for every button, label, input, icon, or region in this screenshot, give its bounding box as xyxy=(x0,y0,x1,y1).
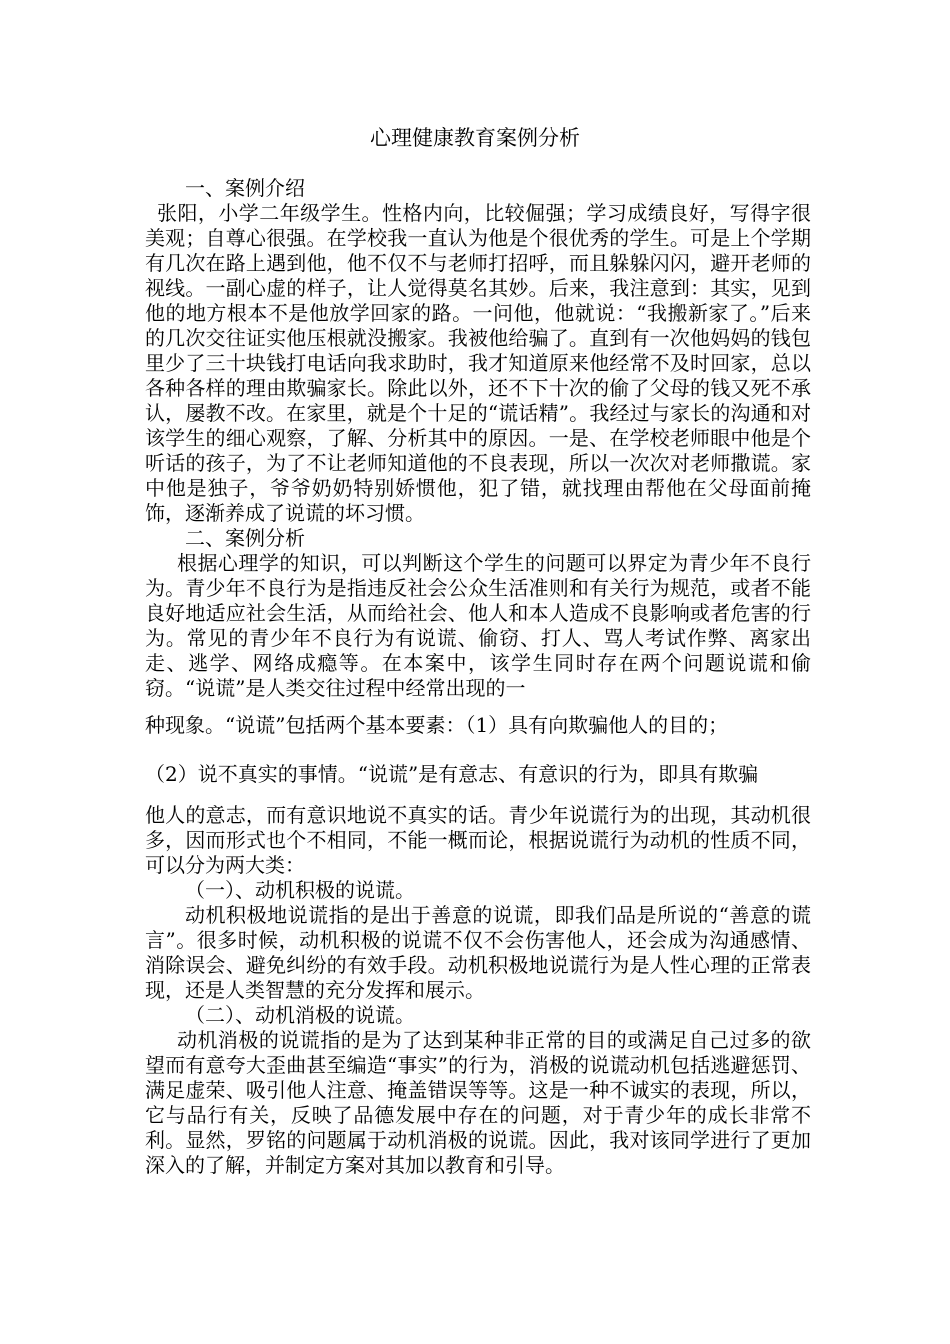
subheading-positive-lying: （一）、动机积极的说谎。 xyxy=(185,878,415,902)
section-heading-case-analysis: 二、案例分析 xyxy=(185,526,305,550)
paragraph-analysis-3: （2）说不真实的事情。“说谎”是有意志、有意识的行为，即具有欺骗 xyxy=(145,762,759,786)
document-title: 心理健康教育案例分析 xyxy=(370,126,580,150)
subheading-negative-lying: （二）、动机消极的说谎。 xyxy=(185,1003,415,1027)
document-body xyxy=(145,176,811,1178)
paragraph-positive-lying: 动机积极地说谎指的是出于善意的说谎，即我们品是所说的“善意的谎言”。很多时候，动机积极的说谎不仅不会伤害他人，还会成为沟通感情、消除误会、避免纠纷的有效手段。动机积极地说谎行为是人性心理的正常表现，还是人类智慧的充分发挥和展示。 xyxy=(145,903,811,1002)
paragraph-negative-lying: 动机消极的说谎指的是为了达到某种非正常的目的或满足自己过多的欲望而有意夸大歪曲甚至编造“事实”的行为，消极的说谎动机包括逃避惩罚、满足虚荣、吸引他人注意、掩盖错误等等。这是一种不诚实的表现，所以，它与品行有关，反映了品德发展中存在的问题，对于青少年的成长非常不利。显然，罗铭的问题属于动机消极的说谎。因此，我对该同学进行了更加深入的了解，并制定方案对其加以教育和引导。 xyxy=(145,1028,811,1177)
paragraph-analysis-1: 根据心理学的知识，可以判断这个学生的问题可以界定为青少年不良行为。青少年不良行为是指违反社会公众生活准则和有关行为规范，或者不能良好地适应社会生活，从而给社会、他人和本人造成不良影响或者危害的行为。常见的青少年不良行为有说谎、偷窃、打人、骂人考试作弊、离家出走、逃学、网络成瘾等。在本案中，该学生同时存在两个问题说谎和偷窃。“说谎”是人类交往过程中经常出现的一 xyxy=(145,551,811,700)
paragraph-analysis-2: 种现象。“说谎”包括两个基本要素：（1）具有向欺骗他人的目的； xyxy=(145,713,729,737)
paragraph-analysis-4: 他人的意志，而有意识地说不真实的话。青少年说谎行为的出现，其动机很多，因而形式也个不相同，不能一概而论，根据说谎行为动机的性质不同，可以分为两大类： xyxy=(145,803,811,877)
section-heading-case-intro: 一、案例介绍 xyxy=(185,176,305,200)
paragraph-case-intro: 张阳，小学二年级学生。性格内向，比较倔强；学习成绩良好，写得字很美观；自尊心很强。在学校我一直认为他是个很优秀的学生。可是上个学期有几次在路上遇到他，他不仅不与老师打招呼，而且躲躲闪闪，避开老师的视线。一副心虚的样子，让人觉得莫名其妙。后来，我注意到：其实，见到他的地方根本不是他放学回家的路。一问他，他就说：“我搬新家了。”后来的几次交往证实他压根就没搬家。我被他给骗了。直到有一次他妈妈的钱包里少了三十块钱打电话向我求助时，我才知道原来他经常不及时回家，总以各种各样的理由欺骗家长。除此以外，还不下十次的偷了父母的钱又死不承认，屡教不改。在家里，就是个十足的“谎话精”。我经过与家长的沟通和对该学生的细心观察，了解、分析其中的原因。一是、在学校老师眼中他是个听话的孩子，为了不让老师知道他的不良表现，所以一次次对老师撒谎。家中他是独子，爷爷奶奶特别娇惯他，犯了错，就找理由帮他在父母面前掩饰，逐渐养成了说谎的坏习惯。 xyxy=(145,201,811,525)
